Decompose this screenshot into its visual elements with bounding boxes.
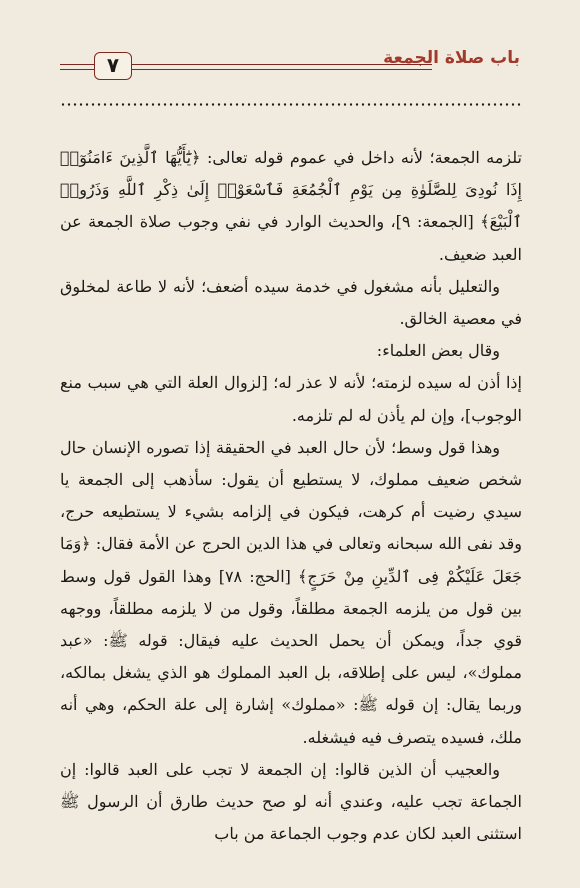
chapter-title: باب صلاة الجمعة <box>383 48 520 68</box>
header-rule <box>60 69 94 70</box>
paragraph: وقال بعض العلماء: <box>376 341 500 361</box>
body-text <box>60 142 522 850</box>
page-number: ٧ <box>94 52 132 80</box>
paragraph: إذا أذن له سيده لزمته؛ لأنه لا عذر له؛ [لزوال العلة التي هي سبب منع الوجوب]، وإن لم يأذن له لم تلزمه. <box>60 373 522 425</box>
dotted-separator <box>60 103 522 106</box>
paragraph: والتعليل بأنه مشغول في خدمة سيده أضعف؛ لأنه لا طاعة لمخلوق في معصية الخالق. <box>60 276 522 329</box>
header-rule <box>132 69 432 70</box>
page-header <box>60 46 520 86</box>
paragraph: تلزمه الجمعة؛ لأنه داخل في عموم قوله تعالى: ﴿يَٰٓأَيُّهَا ٱلَّذِينَ ءَامَنُوٓا۟ إِذَا نُودِىَ لِلصَّلَوٰةِ مِن يَوْمِ ٱلْجُمُعَةِ فَٱسْعَوْا۟ إِلَىٰ ذِكْرِ ٱللَّهِ وَذَرُوا۟ ٱلْبَيْعَ﴾ [الجمعة: ٩]، والحديث الوارد في نفي وجوب صلاة الجمعة عن العبد ضعيف. <box>60 148 522 264</box>
paragraph: والعجيب أن الذين قالوا: إن الجمعة لا تجب على العبد قالوا: إن الجماعة تجب عليه، وعندي أنه لو صح حديث طارق أن الرسول ﷺ استثنى العبد لكان عدم وجوب الجماعة من باب <box>60 759 522 844</box>
paragraph: وهذا قول وسط؛ لأن حال العبد في الحقيقة إذا تصوره الإنسان حال شخص ضعيف مملوك، لا يستطيع أن يقول: سأذهب إلى الجمعة يا سيدي رضيت أم كرهت، فيكون في إلزامه بشيء لا يستطيعه حرج، وقد نفى الله سبحانه وتعالى في هذا الدين الحرج عن الأمة فقال: ﴿وَمَا جَعَلَ عَلَيْكُمْ فِى ٱلدِّينِ مِنْ حَرَجٍ﴾ [الحج: ٧٨] وهذا القول قول وسط بين قول من يلزمه الجمعة مطلقاً، وقول من لا يلزمه مطلقاً، ووجهه قوي جداً، ويمكن أن يحمل الحديث عليه فيقال: قوله ﷺ: «عبد مملوك»، ليس على إطلاقه، بل العبد المملوك هو الذي يشغل بمالكه، وربما يقال: إن قوله ﷺ: «مملوك» إشارة إلى علة الحكم، وهي أنه ملك، فسيده يتصرف فيه فيشغله. <box>60 437 523 747</box>
header-rule <box>60 64 94 65</box>
